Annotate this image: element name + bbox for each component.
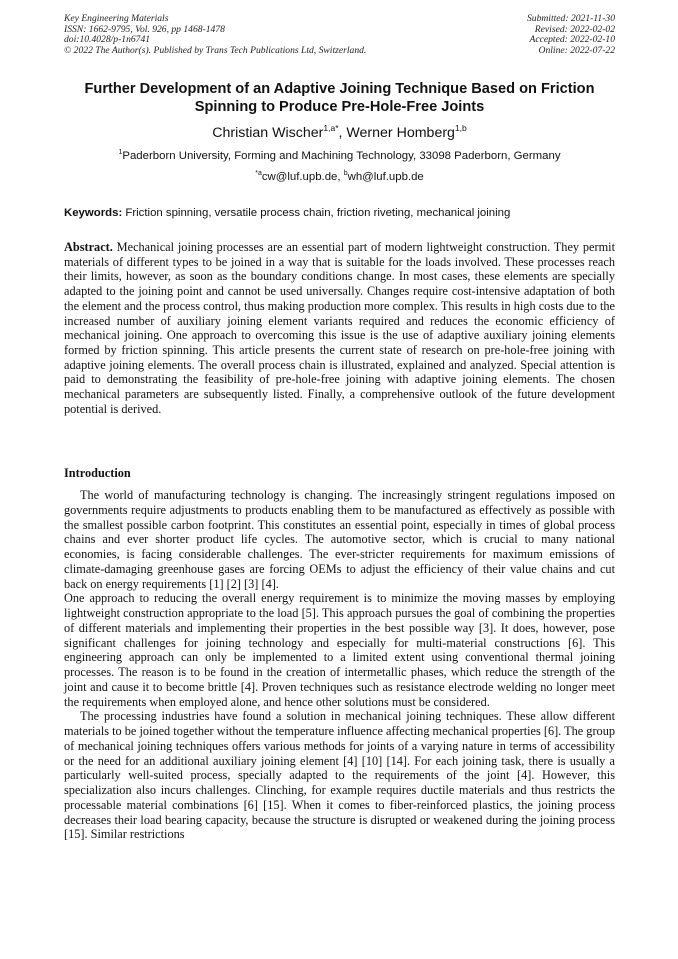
paper-title: Further Development of an Adaptive Joining Technique Based on Friction Spinning to Produce Pre-Hole-Free Joints: [84, 81, 595, 115]
keywords-label: Keywords:: [64, 207, 123, 219]
email-superscript: b: [343, 170, 348, 177]
introduction-body: [64, 488, 615, 842]
paragraph: The processing industries have found a solution in mechanical joining techniques. These allow different materials to be joined together without the temperature influence affecting mechanical properties [6]. The group of mechanical joining techniques offers various methods for joints of a varying nature in terms of accessibility or the need for an additional auxiliary joining element [4] [10] [14]. For each joining task, there is usually a particularly well-suited process, specially adapted to the requirements of the joint [4]. However, this specialization also incurs challenges. Clinching, for example requires ductile materials and thus restricts the processable material combinations [6] [15]. When it comes to fiber-reinforced plastics, the joining process decreases their load bearing capacity, because the structure is disrupted or weakened during the joining process [15]. Similar restrictions: [64, 709, 615, 842]
affiliation-text: Paderborn University, Forming and Machining Technology, 33098 Paderborn, Germany: [122, 150, 561, 162]
author-name: Werner Homberg: [346, 125, 455, 141]
journal-metadata: [64, 14, 366, 56]
paragraph: One approach to reducing the overall energy requirement is to minimize the moving masses by employing lightweight construction appropriate to the load [5]. This approach pursues the goal of combining the properties of different materials and implementing their properties in the best possible way [3]. It does, however, pose significant challenges for joining technology and especially for multi-material constructions [6]. This engineering approach can only be implemented to a limited extent using conventional thermal joining processes. The reason is to be found in the creation of intermetallic phases, which reduce the strength of the joint and cause it to become brittle [4]. Proven techniques such as resistance electrode welding no longer meet the requirements when employed alone, and hence other solutions must be considered.: [64, 591, 615, 709]
doi-line: doi:10.4028/p-1n6741: [64, 34, 151, 46]
affiliation: [64, 149, 615, 163]
accepted-date: Accepted: 2022-02-10: [529, 34, 615, 46]
abstract: [64, 240, 615, 416]
author-separator: ,: [338, 125, 347, 141]
publication-dates: [527, 14, 615, 56]
journal-name: Key Engineering Materials: [64, 13, 169, 24]
email-link[interactable]: cw@luf.upb.de,: [261, 171, 344, 183]
issn-line: ISSN: 1662-9795, Vol. 926, pp 1468-1478: [64, 23, 225, 35]
keywords: [64, 206, 615, 220]
author-superscript: 1,a*: [323, 123, 339, 133]
email-line: [64, 170, 615, 184]
author-line: [64, 124, 615, 142]
email-link[interactable]: wh@luf.upb.de: [347, 171, 424, 183]
section-heading: Introduction: [64, 466, 131, 480]
author-superscript: 1,b: [454, 123, 467, 133]
paragraph: The world of manufacturing technology is changing. The increasingly stringent regulations imposed on governments require adjustments to products enabling them to be manufactured as effectively as possible with the smallest possible carbon footprint. This constitutes an essential point, especially in times of global process chains and ever shorter product life cycles. The automotive sector, which is crucial to many national economies, is facing considerable challenges. The ever-stricter requirements for maximum emissions of climate-damaging greenhouse gases are forcing OEMs to adjust the efficiency of their value chains and cut back on energy requirements [1] [2] [3] [4].: [64, 488, 615, 591]
submitted-date: Submitted: 2021-11-30: [526, 13, 615, 24]
author-name: Christian Wischer: [212, 125, 324, 141]
email-superscript: *a: [255, 170, 262, 177]
abstract-label: Abstract.: [64, 240, 113, 254]
online-date: Online: 2022-07-22: [538, 44, 615, 56]
keywords-text: Friction spinning, versatile process chain, friction riveting, mechanical joining: [122, 207, 511, 219]
affiliation-superscript: 1: [118, 149, 123, 156]
abstract-text: Mechanical joining processes are an essential part of modern lightweight construction. They permit materials of different types to be joined in a way that is suitable for the loads involved. These processes reach their limits, however, as soon as the boundary conditions change. In most cases, these elements are specially adapted to the joining point and cannot be used universally. Changes require cost-intensive adaptation of both the element and the process control, thus making production more complex. This results in high costs due to the increased number of auxiliary joining element variants required and reduces the economic efficiency of mechanical joining. One approach to overcoming this issue is the use of adaptive auxiliary joining elements formed by friction spinning. This article presents the current state of research on pre-hole-free joining with adaptive joining elements. The overall process chain is illustrated, explained and analyzed. Special attention is paid to demonstrating the feasibility of pre-hole-free joining with adaptive joining elements. The chosen mechanical parameters are subsequently listed. Finally, a comprehensive outlook of the future development potential is derived.: [64, 240, 615, 416]
revised-date: Revised: 2022-02-02: [534, 23, 615, 35]
copyright-line: © 2022 The Author(s). Published by Trans Tech Publications Ltd, Switzerland.: [64, 44, 367, 56]
